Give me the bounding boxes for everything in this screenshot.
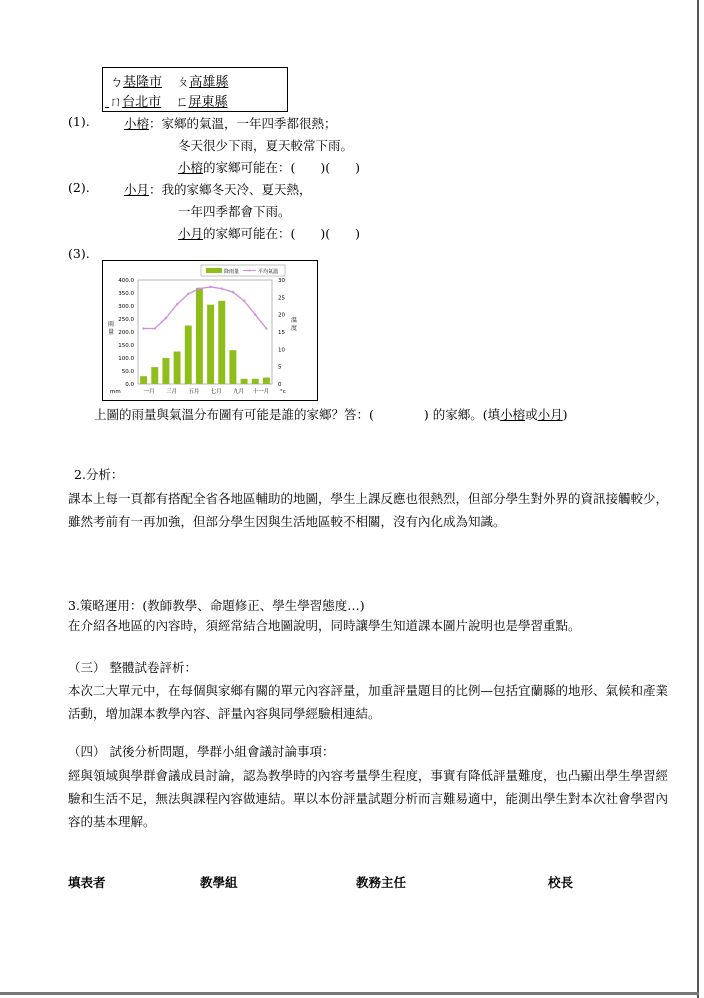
legend-rain-label: 降雨量 — [224, 269, 240, 275]
rain-bar — [218, 301, 225, 384]
rain-bar — [151, 367, 158, 384]
y-right-tick-label: 0 — [278, 382, 282, 388]
y-right-tick-label: 5 — [278, 364, 282, 371]
temperature-point — [254, 313, 256, 315]
option-a-name: 基隆市 — [123, 75, 163, 90]
y-right-tick-label: 10 — [278, 347, 285, 354]
rain-bar — [263, 378, 270, 385]
x-tick-label: 十一月 — [252, 389, 270, 395]
q1-name: 小榕 — [124, 116, 150, 131]
x-tick-label: 一月 — [143, 389, 155, 395]
temperature-point — [165, 317, 167, 319]
temperature-point — [142, 327, 144, 329]
temperature-line — [144, 287, 267, 329]
rain-bar — [162, 358, 169, 384]
q3-or: 或 — [525, 407, 538, 422]
rain-bar — [229, 350, 236, 384]
y-left-tick-label: 300.0 — [118, 304, 134, 310]
strategy-body: 在介紹各地區的內容時，須經常結合地圖說明，同時讓學生知道課本圖片說明也是學習重點。 — [68, 618, 581, 633]
option-c-mark: ㄇ — [109, 95, 123, 110]
page-border-right — [697, 0, 699, 998]
q2-line1 — [124, 180, 312, 198]
page-border-bottom — [0, 992, 699, 995]
meeting-body: 經與領域與學群會議成員討論，認為教學時的內容考量學生程度，事實有降低評量難度，也凸顯出學生學習經驗和生活不足，無法與課程內容做連結。單以本份評量試題分析而言難易適中，能測出學生對本次社會學習內容的基本理解。 — [68, 768, 669, 829]
q3-number: (3). — [68, 246, 90, 261]
q1-line1-text: ：家鄉的氣溫，一年四季都很熱； — [149, 116, 337, 131]
options-row-1 — [110, 71, 228, 90]
q3-question — [94, 405, 568, 423]
q3-choice-2: 小月 — [537, 407, 563, 422]
y-left-unit: mm — [110, 389, 121, 395]
q3-question-text: 上圖的雨量與氣溫分布圖有可能是誰的家鄉？答：( ) 的家鄉。(填 — [94, 407, 501, 422]
y-right-tick-label: 15 — [278, 330, 285, 336]
q3-close: ) — [562, 407, 568, 422]
y-left-tick-label: 400.0 — [118, 278, 134, 284]
q2-name: 小月 — [124, 182, 150, 197]
overall-review-heading: （三） 整體試卷評析： — [68, 660, 197, 675]
analysis-heading: 2.分析： — [74, 467, 124, 482]
analysis-body: 課本上每一頁都有搭配全省各地區輔助的地圖，學生上課反應也很熱烈，但部分學生對外界的資訊接觸較少，雖然考前有一再加強，但部分學生因與生活地區較不相關，沒有內化成為知識。 — [68, 491, 669, 529]
x-tick-label: 七月 — [210, 389, 222, 395]
rain-bar — [207, 305, 214, 384]
y-left-tick-label: 50.0 — [121, 369, 134, 375]
y-right-tick-label: 20 — [278, 312, 285, 319]
temperature-point — [154, 327, 156, 329]
y-right-tick-label: 25 — [278, 295, 285, 302]
meeting-heading: （四） 試後分析問題，學群小組會議討論事項： — [68, 744, 335, 759]
q3-choice-1: 小榕 — [500, 407, 526, 422]
option-d-mark: ㄈ — [175, 95, 189, 110]
q2-answer-text: 的家鄉可能在：( )( ) — [203, 226, 361, 241]
option-d-name: 屏東縣 — [188, 95, 228, 110]
rain-bar — [241, 379, 248, 384]
legend-rain-swatch — [206, 268, 222, 273]
q1-answer — [178, 158, 360, 176]
q2-number: (2). — [68, 180, 90, 195]
y-left-tick-label: 0.0 — [125, 382, 134, 388]
temperature-point — [232, 291, 234, 293]
x-tick-label: 三月 — [165, 389, 178, 395]
legend-temp-marker — [249, 270, 251, 272]
temperature-point — [265, 327, 267, 329]
q1-line2: 冬天很少下雨，夏天較常下雨。 — [178, 138, 354, 153]
option-a-mark: ㄅ — [110, 75, 124, 90]
options-row-2 — [105, 91, 227, 110]
q2-answer — [178, 224, 360, 242]
y-left-tick-label: 350.0 — [118, 291, 134, 297]
y-left-tick-label: 150.0 — [118, 343, 134, 349]
signature-teaching-section: 教學組 — [200, 875, 238, 890]
option-c-name: 台北市 — [122, 95, 162, 110]
rain-bar — [196, 288, 203, 384]
q1-answer-name: 小榕 — [178, 160, 204, 175]
climate-chart — [102, 260, 318, 401]
q2-line2: 一年四季都會下雨。 — [178, 204, 291, 219]
y-right-unit: °c — [280, 389, 286, 395]
q2-line1-text: ：我的家鄉冬天冷、夏天熱， — [149, 182, 312, 197]
temperature-point — [198, 287, 200, 289]
temperature-point — [243, 300, 245, 302]
rain-bar — [185, 326, 192, 385]
y-left-tick-label: 100.0 — [118, 356, 134, 362]
y-left-tick-label: 200.0 — [118, 330, 134, 336]
signature-academic-director: 教務主任 — [356, 875, 407, 890]
climate-chart-svg — [103, 261, 317, 400]
answer-options-box — [102, 67, 288, 112]
signature-principal: 校長 — [548, 875, 574, 890]
strategy-heading: 3.策略運用：(教師教學、命題修正、學生學習態度…) — [68, 598, 365, 613]
rain-bar — [252, 379, 259, 384]
y-right-axis-title: 溫 — [291, 317, 298, 324]
rain-bar — [140, 376, 147, 384]
temperature-point — [221, 287, 223, 289]
option-b-name: 高雄縣 — [189, 75, 229, 90]
temperature-point — [176, 303, 178, 305]
x-tick-label: 五月 — [188, 389, 200, 395]
q1-answer-text: 的家鄉可能在：( )( ) — [203, 160, 361, 175]
option-b-mark: ㄆ — [176, 75, 190, 90]
y-left-tick-label: 250.0 — [118, 317, 134, 323]
legend-temp-label: 平均氣溫 — [258, 269, 279, 275]
overall-review-body: 本次二大單元中，在每個與家鄉有關的單元內容評量，加重評量題目的比例—包括宜蘭縣的地形、氣候和產業活動，增加課本教學內容、評量內容與同學經驗相連結。 — [68, 683, 669, 721]
y-left-axis-title: 雨 — [108, 321, 115, 328]
temperature-point — [209, 286, 211, 288]
y-right-tick-label: 30 — [278, 278, 285, 284]
temperature-point — [187, 293, 189, 295]
q2-answer-name: 小月 — [178, 226, 204, 241]
q1-number: (1). — [68, 114, 90, 129]
y-right-axis-title: 度 — [291, 325, 298, 332]
signature-filler: 填表者 — [68, 875, 106, 890]
y-left-axis-title: 量 — [108, 329, 115, 336]
rain-bar — [174, 352, 181, 385]
q1-line1 — [124, 114, 337, 132]
x-tick-label: 九月 — [232, 389, 245, 395]
